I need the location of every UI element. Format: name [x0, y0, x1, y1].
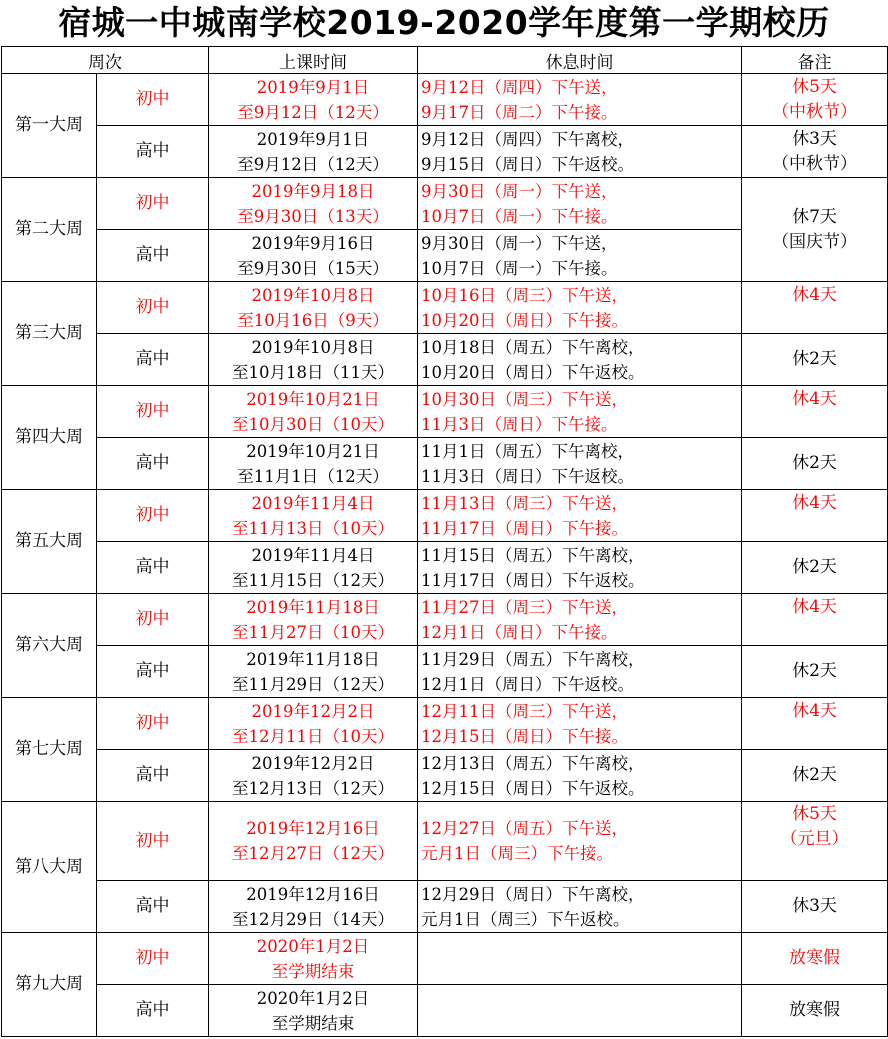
- cell-line: 11月3日（周日）下午返校。: [421, 466, 634, 486]
- cell-line: （中秋节）: [772, 101, 857, 122]
- note-cell: [742, 646, 888, 698]
- table-row: [2, 646, 888, 698]
- header-class-time: 上课时间: [209, 47, 418, 74]
- cell-line: 2019年11月4日: [251, 545, 375, 565]
- cell-line: 休3天: [792, 128, 837, 149]
- table-row: [2, 542, 888, 594]
- rest-time-cell: [418, 542, 742, 594]
- class-time-cell: [209, 126, 418, 178]
- cell-line: 2019年10月21日: [246, 441, 380, 461]
- rest-time-cell: [418, 646, 742, 698]
- cell-line: 至12月27日（12天）: [232, 844, 394, 863]
- cell-line: 11月27日（周三）下午送，: [421, 597, 628, 617]
- cell-line: 至9月12日（12天）: [237, 102, 389, 122]
- cell-line: 2019年12月2日: [251, 753, 375, 773]
- header-note: 备注: [742, 47, 888, 74]
- level-senior: 高中: [97, 230, 209, 282]
- rest-time-cell: [418, 698, 742, 750]
- cell-line: 休7天: [792, 206, 837, 227]
- cell-line: 12月29日（周日）下午离校，: [421, 884, 645, 904]
- cell-line: 9月15日（周日）下午返校。: [421, 154, 634, 174]
- cell-line: 至11月27日（10天）: [232, 622, 394, 642]
- cell-line: 2019年11月4日: [251, 493, 375, 513]
- class-time-cell: [209, 334, 418, 386]
- note-cell: [742, 282, 888, 334]
- cell-line: 10月20日（周日）下午返校。: [421, 362, 645, 382]
- cell-line: 11月17日（周日）下午接。: [421, 518, 628, 538]
- rest-time-cell: [418, 881, 742, 933]
- class-time-cell: [209, 933, 418, 985]
- table-row: [2, 386, 888, 438]
- cell-line: 2019年12月2日: [251, 701, 375, 721]
- cell-line: 元月1日（周三）下午返校。: [421, 909, 630, 929]
- cell-line: 9月17日（周二）下午接。: [421, 102, 618, 122]
- rest-time-cell: [418, 750, 742, 802]
- level-senior: 高中: [97, 126, 209, 178]
- level-junior: 初中: [97, 282, 209, 334]
- cell-line: 10月16日（周三）下午送，: [421, 285, 628, 305]
- cell-line: 至9月12日（12天）: [237, 154, 389, 174]
- level-junior: 初中: [97, 933, 209, 985]
- cell-line: 2019年10月8日: [251, 285, 375, 305]
- table-row: [2, 594, 888, 646]
- level-senior: 高中: [97, 438, 209, 490]
- cell-line: 11月1日（周五）下午离校，: [421, 441, 634, 461]
- cell-line: 休2天: [792, 453, 837, 473]
- cell-line: 休4天: [792, 285, 837, 305]
- week-label: 第八大周: [2, 802, 97, 933]
- note-cell: [742, 933, 888, 985]
- class-time-cell: [209, 386, 418, 438]
- level-junior: 初中: [97, 594, 209, 646]
- table-row: [2, 933, 888, 985]
- cell-line: 至12月13日（12天）: [232, 778, 394, 798]
- cell-line: 10月30日（周三）下午送，: [421, 389, 628, 409]
- table-row: [2, 985, 888, 1037]
- rest-time-cell: [418, 282, 742, 334]
- cell-line: （中秋节）: [772, 153, 857, 174]
- week-label: 第九大周: [2, 933, 97, 1037]
- cell-line: （元旦）: [780, 829, 849, 849]
- rest-time-cell: [418, 334, 742, 386]
- cell-line: 9月12日（周四）下午离校，: [421, 129, 634, 149]
- note-cell: [742, 126, 888, 178]
- cell-line: 2019年10月8日: [251, 337, 375, 357]
- class-time-cell: [209, 438, 418, 490]
- table-row: [2, 178, 888, 230]
- class-time-cell: [209, 230, 418, 282]
- rest-time-cell: [418, 594, 742, 646]
- cell-line: 休5天: [792, 76, 837, 97]
- cell-line: 12月15日（周日）下午接。: [421, 726, 628, 746]
- cell-line: 12月15日（周日）下午返校。: [421, 778, 645, 798]
- class-time-cell: [209, 646, 418, 698]
- cell-line: 2019年11月18日: [246, 649, 380, 669]
- rest-time-cell: [418, 933, 742, 985]
- note-cell: [742, 334, 888, 386]
- note-cell: [742, 802, 888, 881]
- cell-line: 休4天: [792, 597, 837, 617]
- level-junior: 初中: [97, 386, 209, 438]
- level-junior: 初中: [97, 698, 209, 750]
- level-junior: 初中: [97, 490, 209, 542]
- page-title: 宿城一中城南学校2019-2020学年度第一学期校历: [58, 3, 830, 42]
- rest-time-cell: [418, 386, 742, 438]
- table-row: [2, 802, 888, 881]
- note-cell: [742, 985, 888, 1037]
- level-senior: 高中: [97, 985, 209, 1037]
- table-row: [2, 126, 888, 178]
- cell-line: 至11月1日（12天）: [237, 466, 389, 486]
- class-time-cell: [209, 178, 418, 230]
- cell-line: 11月15日（周五）下午离校，: [421, 545, 645, 565]
- week-label: 第五大周: [2, 490, 97, 594]
- class-time-cell: [209, 542, 418, 594]
- cell-line: 至10月16日（9天）: [237, 310, 389, 330]
- cell-line: 2019年9月18日: [251, 181, 375, 201]
- cell-line: 10月7日（周一）下午接。: [421, 206, 618, 226]
- cell-line: 11月29日（周五）下午离校，: [421, 649, 645, 669]
- cell-line: 至11月13日（10天）: [232, 518, 394, 538]
- table-row: [2, 334, 888, 386]
- class-time-cell: [209, 74, 418, 126]
- note-cell: [742, 750, 888, 802]
- cell-line: 至10月30日（10天）: [232, 414, 394, 434]
- note-cell: [742, 386, 888, 438]
- class-time-cell: [209, 490, 418, 542]
- cell-line: 2019年12月16日: [246, 819, 380, 838]
- class-time-cell: [209, 750, 418, 802]
- note-cell: [742, 594, 888, 646]
- note-cell: [742, 178, 888, 282]
- cell-line: 10月20日（周日）下午接。: [421, 310, 628, 330]
- rest-time-cell: [418, 126, 742, 178]
- cell-line: 11月17日（周日）下午返校。: [421, 570, 645, 590]
- cell-line: 休3天: [792, 896, 837, 916]
- cell-line: 休4天: [792, 389, 837, 409]
- cell-line: 放寒假: [789, 948, 840, 968]
- cell-line: 11月13日（周三）下午送，: [421, 493, 628, 513]
- level-senior: 高中: [97, 881, 209, 933]
- class-time-cell: [209, 985, 418, 1037]
- cell-line: 休5天: [792, 804, 837, 824]
- header-row: [2, 47, 888, 74]
- cell-line: 2019年10月21日: [246, 389, 380, 409]
- class-time-cell: [209, 698, 418, 750]
- cell-line: 休2天: [792, 765, 837, 785]
- cell-line: 休4天: [792, 701, 837, 721]
- level-senior: 高中: [97, 334, 209, 386]
- cell-line: 至学期结束: [271, 1013, 355, 1033]
- header-week: 周次: [2, 47, 209, 74]
- level-junior: 初中: [97, 178, 209, 230]
- cell-line: 11月3日（周日）下午接。: [421, 414, 618, 434]
- cell-line: 2019年9月16日: [251, 233, 375, 253]
- note-cell: [742, 490, 888, 542]
- cell-line: 12月13日（周五）下午离校，: [421, 753, 645, 773]
- rest-time-cell: [418, 178, 742, 230]
- level-junior: 初中: [97, 74, 209, 126]
- level-senior: 高中: [97, 646, 209, 698]
- cell-line: 12月1日（周日）下午返校。: [421, 674, 634, 694]
- cell-line: 休2天: [792, 661, 837, 681]
- level-junior: 初中: [97, 802, 209, 881]
- cell-line: 至10月18日（11天）: [232, 362, 394, 382]
- level-senior: 高中: [97, 542, 209, 594]
- cell-line: 2019年9月1日: [256, 77, 370, 97]
- calendar-body: [2, 74, 888, 1037]
- table-row: [2, 881, 888, 933]
- cell-line: 2019年12月16日: [246, 884, 380, 904]
- class-time-cell: [209, 594, 418, 646]
- note-cell: [742, 881, 888, 933]
- cell-line: 12月1日（周日）下午接。: [421, 622, 618, 642]
- cell-line: 2019年11月18日: [246, 597, 380, 617]
- cell-line: 2019年9月1日: [256, 129, 370, 149]
- rest-time-cell: [418, 230, 742, 282]
- note-cell: [742, 438, 888, 490]
- rest-time-cell: [418, 438, 742, 490]
- cell-line: 至9月30日（15天）: [237, 258, 389, 278]
- class-time-cell: [209, 802, 418, 881]
- cell-line: 放寒假: [789, 1000, 840, 1020]
- cell-line: 至学期结束: [271, 961, 355, 981]
- week-label: 第七大周: [2, 698, 97, 802]
- rest-time-cell: [418, 985, 742, 1037]
- week-label: 第三大周: [2, 282, 97, 386]
- note-cell: [742, 74, 888, 126]
- table-row: [2, 282, 888, 334]
- cell-line: 9月12日（周四）下午送，: [421, 77, 618, 97]
- cell-line: 9月30日（周一）下午送，: [421, 233, 618, 253]
- cell-line: 2020年1月2日: [256, 988, 370, 1008]
- cell-line: 休4天: [792, 493, 837, 513]
- cell-line: 10月7日（周一）下午接。: [421, 258, 618, 278]
- table-row: [2, 74, 888, 126]
- cell-line: 2020年1月2日: [256, 936, 370, 956]
- level-senior: 高中: [97, 750, 209, 802]
- cell-line: 元月1日（周三）下午接。: [421, 844, 613, 863]
- header-rest-time: 休息时间: [418, 47, 742, 74]
- rest-time-cell: [418, 490, 742, 542]
- class-time-cell: [209, 881, 418, 933]
- table-row: [2, 490, 888, 542]
- week-label: 第一大周: [2, 74, 97, 178]
- cell-line: 至11月29日（12天）: [232, 674, 394, 694]
- cell-line: 至9月30日（13天）: [237, 206, 389, 226]
- cell-line: 12月27日（周五）下午送，: [421, 819, 628, 838]
- calendar-table: [1, 46, 888, 1037]
- cell-line: 休2天: [792, 349, 837, 369]
- week-label: 第二大周: [2, 178, 97, 282]
- cell-line: 至12月29日（14天）: [232, 909, 394, 929]
- week-label: 第六大周: [2, 594, 97, 698]
- rest-time-cell: [418, 802, 742, 881]
- week-label: 第四大周: [2, 386, 97, 490]
- table-row: [2, 750, 888, 802]
- class-time-cell: [209, 282, 418, 334]
- cell-line: 休2天: [792, 557, 837, 577]
- cell-line: 至11月15日（12天）: [232, 570, 394, 590]
- cell-line: （国庆节）: [772, 231, 857, 252]
- cell-line: 9月30日（周一）下午送，: [421, 181, 618, 201]
- note-cell: [742, 698, 888, 750]
- cell-line: 至12月11日（10天）: [232, 726, 394, 746]
- rest-time-cell: [418, 74, 742, 126]
- note-cell: [742, 542, 888, 594]
- table-row: [2, 438, 888, 490]
- cell-line: 12月11日（周三）下午送，: [421, 701, 628, 721]
- cell-line: 10月18日（周五）下午离校，: [421, 337, 645, 357]
- table-row: [2, 698, 888, 750]
